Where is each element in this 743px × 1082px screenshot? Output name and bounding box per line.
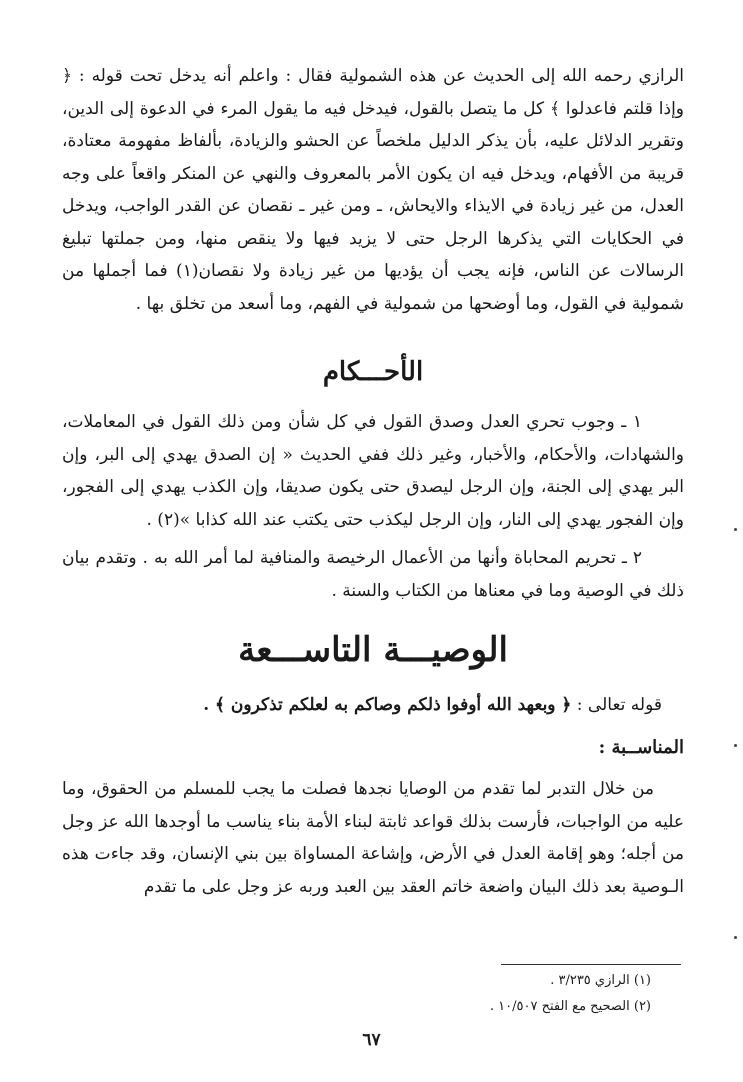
page-number: ٦٧ [362, 1030, 381, 1050]
quote-prefix: قوله تعالى : [576, 695, 662, 715]
munasaba-paragraph: من خلال التدبر لما تقدم من الوصايا نجدها فصلت ما يجب للمسلم من الحقوق، وما عليه من الواجبات، فأرست بذلك قواعد ثابتة لبناء الأمة بناء يناسب ما أوجدها الله عز وجل من أجله؛ وهو إقامة العدل في الأرض، وإشاعة المساواة بين بني الإنسان، وقد جاءت هذه الـوصية بعد ذلك البيان واضعة خاتم العقد بين العبد وربه عز وجل على ما تقدم [62, 779, 684, 897]
footnote-divider [501, 964, 681, 965]
page-body [62, 60, 684, 903]
quote-verse: ﴿ وبعهد الله أوفوا ذلكم وصاكم به لعلكم تذكرون ﴾ . [203, 695, 572, 715]
heading-ninth-commandment: الوصيـــة التاســـعة [238, 630, 508, 670]
edge-mark [734, 528, 737, 531]
ahkam-item-2: ٢ ـ تحريم المحاباة وأنها من الأعمال الرخيصة والمنافية لما أمر الله به . وتقدم بيان ذلك في الوصية وما في معناها من الكتاب والسنة . [62, 548, 684, 601]
footnotes [490, 968, 651, 1020]
footnote-2: (٢) الصحيح مع الفتح ١٠/٥٠٧ . [489, 999, 651, 1014]
quran-quote [62, 689, 684, 721]
edge-mark [734, 744, 737, 747]
heading-ahkam: الأحـــكام [322, 357, 424, 387]
footnote-1: (١) الرازي ٣/٢٣٥ . [550, 973, 651, 988]
subheading-munasaba: المناســبة : [598, 737, 684, 758]
ahkam-item-1: ١ ـ وجوب تحري العدل وصدق القول في كل شأن ومن ذلك القول في المعاملات، والشهادات، والأحكام، والأخبار، وغير ذلك ففي الحديث « إن الصدق يهدي إلى البر، وإن البر يهدي إلى الجنة، وإن الرجل ليصدق حتى يكون صديقا، وإن الكذب يهدي إلى الفجور، وإن الفجور يهدي إلى النار، وإن الرجل ليكذب حتى يكتب عند الله كذابا »(٢) . [62, 412, 684, 530]
edge-mark [734, 936, 737, 939]
intro-paragraph: الرازي رحمه الله إلى الحديث عن هذه الشمولية فقال : واعلم أنه يدخل تحت قوله : ﴿ وإذا قلتم فاعدلوا ﴾ كل ما يتصل بالقول، فيدخل فيه ما يقول المرء في الدعوة إلى الدين، وتقرير الدلائل عليه، بأن يذكر الدليل ملخصاً عن الحشو والزيادة، بألفاظ مفهومة معتادة، قريبة من الأفهام، ويدخل فيه ان يكون الأمر بالمعروف والنهي عن المنكر واقعاً على وجه العدل، من غير زيادة في الايذاء والايحاش، ـ ومن غير ـ نقصان عن القدر الواجب، ويدخل في الحكايات التي يذكرها الرجل حتى لا يزيد فيها ولا ينقص منها، ومن جملتها تبليغ الرسالات عن الناس، فإنه يجب أن يؤديها من غير زيادة ولا نقصان(١) فما أجملها من شمولية في القول، وما أوضحها من شمولية في الفهم، وما أسعد من تخلق بها . [62, 66, 684, 314]
